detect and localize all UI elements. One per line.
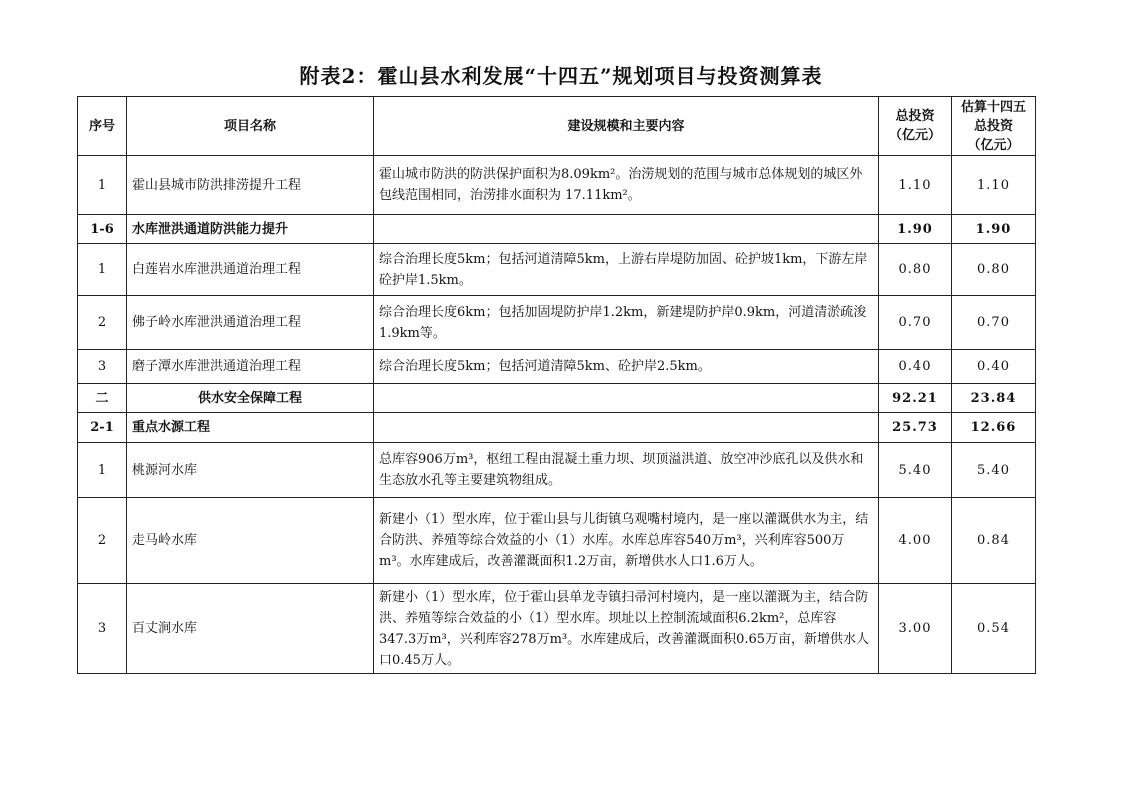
row-name: 佛子岭水库泄洪通道治理工程 bbox=[127, 296, 374, 350]
header-total-line-2: （亿元） bbox=[888, 128, 941, 143]
row-no: 1-6 bbox=[78, 215, 127, 244]
header-name: 项目名称 bbox=[127, 97, 374, 156]
row-no: 1 bbox=[78, 244, 127, 296]
row-no: 2-1 bbox=[78, 413, 127, 443]
row-no: 3 bbox=[78, 350, 127, 384]
table-row bbox=[78, 244, 1036, 296]
row-estimate: 1.90 bbox=[952, 215, 1036, 244]
table-row bbox=[78, 384, 1036, 413]
row-desc bbox=[374, 413, 879, 443]
row-name: 水库泄洪通道防洪能力提升 bbox=[127, 215, 374, 244]
row-estimate: 0.80 bbox=[952, 244, 1036, 296]
row-estimate: 1.10 bbox=[952, 156, 1036, 215]
table-row bbox=[78, 443, 1036, 498]
row-total: 25.73 bbox=[879, 413, 952, 443]
table-row bbox=[78, 584, 1036, 674]
header-desc: 建设规模和主要内容 bbox=[374, 97, 879, 156]
row-name: 白莲岩水库泄洪通道治理工程 bbox=[127, 244, 374, 296]
row-desc: 综合治理长度5km；包括河道清障5km，上游右岸堤防加固、砼护坡1km，下游左岸砼护岸1.5km。 bbox=[374, 244, 879, 296]
row-name: 霍山县城市防洪排涝提升工程 bbox=[127, 156, 374, 215]
row-desc bbox=[374, 384, 879, 413]
row-estimate: 5.40 bbox=[952, 443, 1036, 498]
row-total: 3.00 bbox=[879, 584, 952, 674]
row-desc: 新建小（1）型水库，位于霍山县与儿街镇乌观嘴村境内，是一座以灌溉供水为主，结合防洪、养殖等综合效益的小（1）水库。水库总库容540万m³，兴利库容500万m³。水库建成后，改善灌溉面积1.2万亩，新增供水人口1.6万人。 bbox=[374, 498, 879, 584]
row-name: 重点水源工程 bbox=[127, 413, 374, 443]
table-row bbox=[78, 215, 1036, 244]
row-name: 供水安全保障工程 bbox=[127, 384, 374, 413]
row-desc: 总库容906万m³，枢纽工程由混凝土重力坝、坝顶溢洪道、放空冲沙底孔以及供水和生态放水孔等主要建筑物组成。 bbox=[374, 443, 879, 498]
row-name: 走马岭水库 bbox=[127, 498, 374, 584]
row-estimate: 23.84 bbox=[952, 384, 1036, 413]
row-estimate: 0.54 bbox=[952, 584, 1036, 674]
row-total: 4.00 bbox=[879, 498, 952, 584]
row-total: 0.80 bbox=[879, 244, 952, 296]
row-desc: 综合治理长度5km；包括河道清障5km、砼护岸2.5km。 bbox=[374, 350, 879, 384]
row-desc bbox=[374, 215, 879, 244]
row-name: 桃源河水库 bbox=[127, 443, 374, 498]
table-row bbox=[78, 413, 1036, 443]
table-row bbox=[78, 350, 1036, 384]
table-row bbox=[78, 296, 1036, 350]
row-total: 1.90 bbox=[879, 215, 952, 244]
row-total: 0.70 bbox=[879, 296, 952, 350]
row-no: 二 bbox=[78, 384, 127, 413]
row-estimate: 12.66 bbox=[952, 413, 1036, 443]
row-total: 5.40 bbox=[879, 443, 952, 498]
header-total bbox=[879, 97, 952, 156]
header-no: 序号 bbox=[78, 97, 127, 156]
row-no: 2 bbox=[78, 296, 127, 350]
table-header-row bbox=[78, 97, 1036, 156]
row-no: 2 bbox=[78, 498, 127, 584]
row-desc: 新建小（1）型水库，位于霍山县单龙寺镇扫帚河村境内，是一座以灌溉为主，结合防洪、养殖等综合效益的小（1）型水库。坝址以上控制流域面积6.2km²，总库容347.3万m³，兴利库容278万m³。水库建成后，改善灌溉面积0.65万亩，新增供水人口0.45万人。 bbox=[374, 584, 879, 674]
row-estimate: 0.84 bbox=[952, 498, 1036, 584]
row-estimate: 0.70 bbox=[952, 296, 1036, 350]
row-total: 1.10 bbox=[879, 156, 952, 215]
page-title: 附表2：霍山县水利发展“十四五”规划项目与投资测算表 bbox=[299, 64, 823, 88]
row-total: 0.40 bbox=[879, 350, 952, 384]
header-estimate-line-2: 总投资 bbox=[973, 118, 1013, 134]
table-row bbox=[78, 156, 1036, 215]
row-desc: 霍山城市防洪的防洪保护面积为8.09km²。治涝规划的范围与城市总体规划的城区外包线范围相同，治涝排水面积为 17.11km²。 bbox=[374, 156, 879, 215]
row-name: 磨子潭水库泄洪通道治理工程 bbox=[127, 350, 374, 384]
header-estimate bbox=[952, 97, 1036, 156]
header-estimate-line-1: 估算十四五 bbox=[960, 99, 1026, 115]
row-total: 92.21 bbox=[879, 384, 952, 413]
table-row bbox=[78, 498, 1036, 584]
row-estimate: 0.40 bbox=[952, 350, 1036, 384]
header-total-line-1: 总投资 bbox=[895, 109, 935, 124]
row-name: 百丈涧水库 bbox=[127, 584, 374, 674]
row-no: 3 bbox=[78, 584, 127, 674]
row-no: 1 bbox=[78, 156, 127, 215]
row-no: 1 bbox=[78, 443, 127, 498]
investment-table bbox=[77, 96, 1036, 674]
header-estimate-line-3: （亿元） bbox=[967, 137, 1020, 153]
row-desc: 综合治理长度6km；包括加固堤防护岸1.2km，新建堤防护岸0.9km，河道清淤疏浚1.9km等。 bbox=[374, 296, 879, 350]
